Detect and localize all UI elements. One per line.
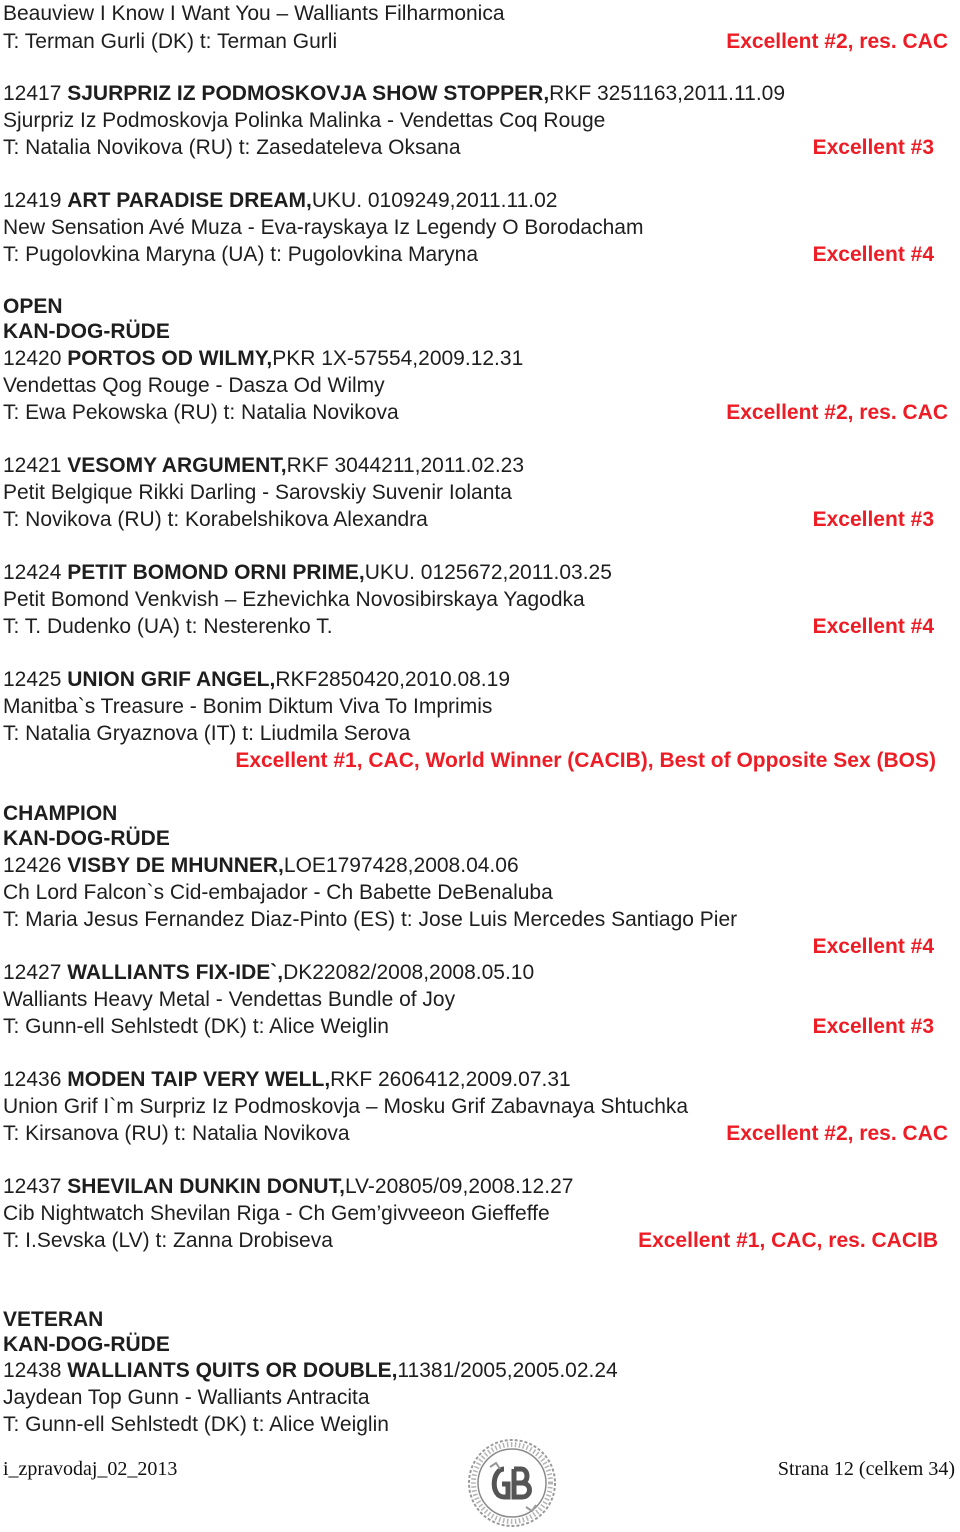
sex-heading: KAN-DOG-RÜDE	[3, 827, 170, 850]
result-label: Excellent #3	[812, 136, 934, 159]
class-heading: CHAMPION	[3, 802, 118, 825]
result-label: Excellent #2, res. CAC	[726, 1122, 948, 1145]
owner-line: T: Kirsanova (RU) t: Natalia Novikova	[3, 1122, 350, 1145]
result-label: Excellent #4	[812, 615, 934, 638]
entry-title: 12417 SJURPRIZ IZ PODMOSKOVJA SHOW STOPPER,RKF 3251163,2011.11.09	[3, 82, 786, 105]
class-heading: VETERAN	[3, 1308, 104, 1331]
parents-line: Jaydean Top Gunn - Walliants Antracita	[3, 1386, 370, 1409]
result-label: Excellent #1, CAC, World Winner (CACIB), Best of Opposite Sex (BOS)	[235, 749, 936, 772]
parents-line: Ch Lord Falcon`s Cid-embajador - Ch Babette DeBenaluba	[3, 881, 553, 904]
parents-line: Manitba`s Treasure - Bonim Diktum Viva To Imprimis	[3, 695, 493, 718]
result-label: Excellent #3	[812, 508, 934, 531]
parents-line: Walliants Heavy Metal - Vendettas Bundle of Joy	[3, 988, 456, 1011]
owner-line: T: Natalia Novikova (RU) t: Zasedateleva Oksana	[3, 136, 461, 159]
entry-title: 12426 VISBY DE MHUNNER,LOE1797428,2008.04.06	[3, 854, 519, 877]
footer-publication: i_zpravodaj_02_2013	[3, 1458, 178, 1480]
result-label: Excellent #4	[812, 243, 934, 266]
owner-line: T: Terman Gurli (DK) t: Terman Gurli	[3, 30, 338, 53]
entry-title: 12436 MODEN TAIP VERY WELL,RKF 2606412,2009.07.31	[3, 1068, 571, 1091]
result-label: Excellent #1, CAC, res. CACIB	[638, 1229, 938, 1252]
owner-line: T: Novikova (RU) t: Korabelshikova Alexandra	[3, 508, 428, 531]
parents-line: Union Grif I`m Surpriz Iz Podmoskovja – Mosku Grif Zabavnaya Shtuchka	[3, 1095, 689, 1118]
class-heading: OPEN	[3, 295, 63, 318]
parents-line: Vendettas Qog Rouge - Dasza Od Wilmy	[3, 374, 385, 397]
entry-title: 12427 WALLIANTS FIX-IDE`,DK22082/2008,2008.05.10	[3, 961, 535, 984]
parents-line: Sjurpriz Iz Podmoskovja Polinka Malinka - Vendettas Coq Rouge	[3, 109, 606, 132]
result-label: Excellent #2, res. CAC	[726, 401, 948, 424]
entry-title: 12420 PORTOS OD WILMY,PKR 1X-57554,2009.12.31	[3, 347, 524, 370]
parents-line: Petit Belgique Rikki Darling - Sarovskiy Suvenir Iolanta	[3, 481, 512, 504]
parents-line: Cib Nightwatch Shevilan Riga - Ch Gem’givveeon Gieffeffe	[3, 1202, 550, 1225]
result-label: Excellent #3	[812, 1015, 934, 1038]
entry-title: 12421 VESOMY ARGUMENT,RKF 3044211,2011.02.23	[3, 454, 525, 477]
parents-line: New Sensation Avé Muza - Eva-rayskaya Iz Legendy O Borodacham	[3, 216, 644, 239]
entry-title: 12438 WALLIANTS QUITS OR DOUBLE,11381/2005,2005.02.24	[3, 1359, 618, 1382]
result-label: Excellent #2, res. CAC	[726, 30, 948, 53]
sex-heading: KAN-DOG-RÜDE	[3, 1333, 170, 1356]
owner-line: T: Gunn-ell Sehlstedt (DK) t: Alice Weiglin	[3, 1413, 389, 1436]
entry-title: 12419 ART PARADISE DREAM,UKU. 0109249,2011.11.02	[3, 189, 558, 212]
owner-line: T: Maria Jesus Fernandez Diaz-Pinto (ES) t: Jose Luis Mercedes Santiago Pier	[3, 908, 738, 931]
owner-line: T: Ewa Pekowska (RU) t: Natalia Novikova	[3, 401, 399, 424]
sex-heading: KAN-DOG-RÜDE	[3, 320, 170, 343]
owner-line: T: T. Dudenko (UA) t: Nesterenko T.	[3, 615, 333, 638]
entry-title: 12437 SHEVILAN DUNKIN DONUT,LV-20805/09,2008.12.27	[3, 1175, 574, 1198]
owner-line: T: Natalia Gryaznova (IT) t: Liudmila Serova	[3, 722, 411, 745]
owner-line: T: I.Sevska (LV) t: Zanna Drobiseva	[3, 1229, 333, 1252]
parents-line: Petit Bomond Venkvish – Ezhevichka Novosibirskaya Yagodka	[3, 588, 585, 611]
parents-line: Beauview I Know I Want You – Walliants Filharmonica	[3, 2, 505, 25]
footer-page-number: Strana 12 (celkem 34)	[777, 1458, 955, 1480]
owner-line: T: Pugolovkina Maryna (UA) t: Pugolovkina Maryna	[3, 243, 479, 266]
entry-title: 12425 UNION GRIF ANGEL,RKF2850420,2010.08.19	[3, 668, 511, 691]
entry-title: 12424 PETIT BOMOND ORNI PRIME,UKU. 0125672,2011.03.25	[3, 561, 612, 584]
owner-line: T: Gunn-ell Sehlstedt (DK) t: Alice Weiglin	[3, 1015, 389, 1038]
result-label: Excellent #4	[812, 935, 934, 958]
club-seal-icon	[462, 1437, 562, 1529]
